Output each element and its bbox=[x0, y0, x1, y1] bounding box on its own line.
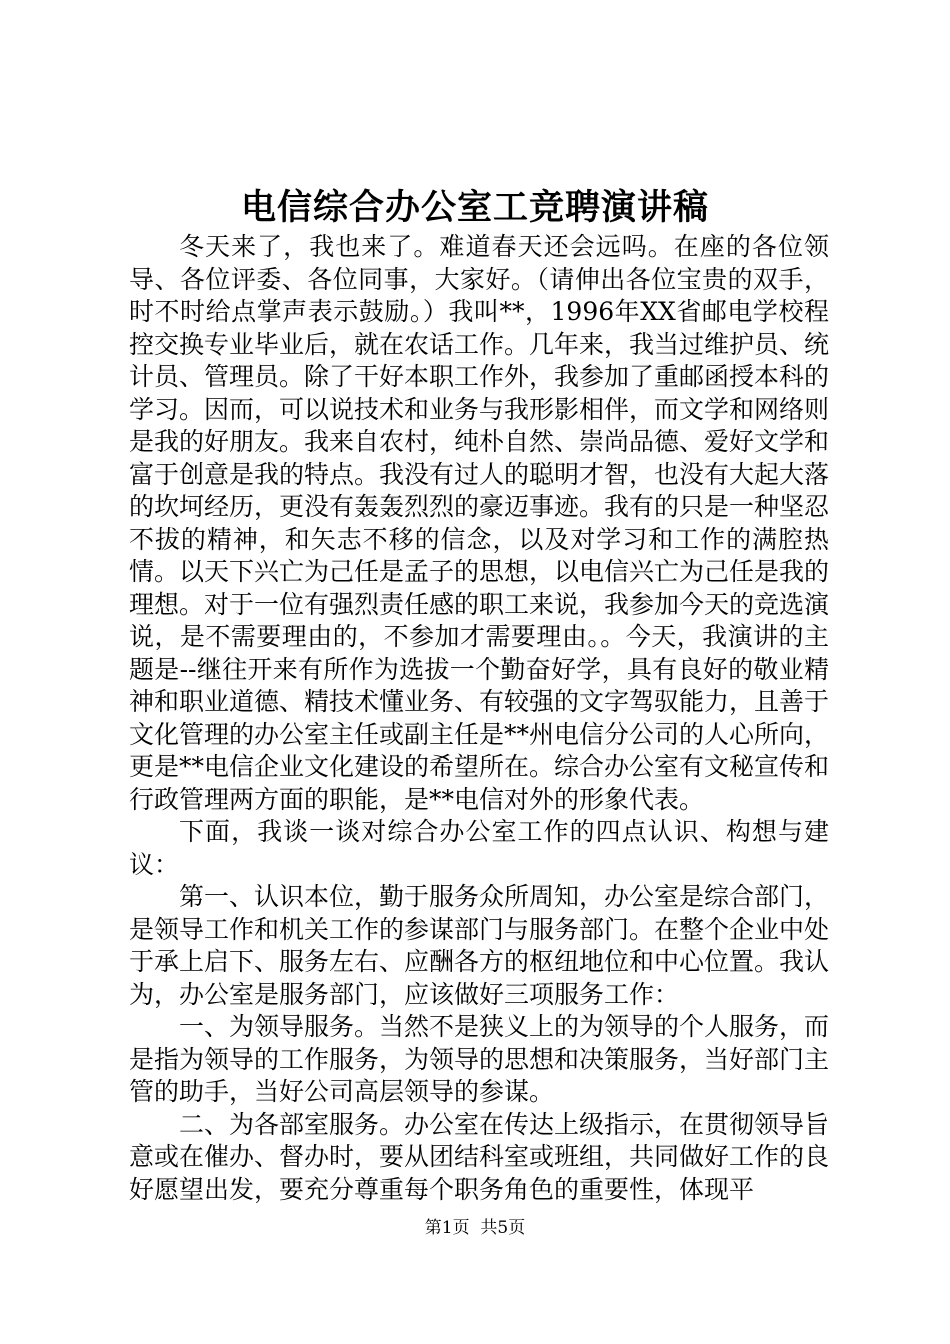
page-total: 共5页 bbox=[480, 1218, 526, 1238]
page-number: 第1页 bbox=[424, 1218, 470, 1238]
page-footer bbox=[0, 1216, 950, 1240]
paragraph: 第一、认识本位，勤于服务众所周知，办公室是综合部门，是领导工作和机关工作的参谋部门与服务部门。在整个企业中处于承上启下、服务左右、应酬各方的枢纽地位和中心位置。我认为，办公室是服务部门，应该做好三项服务工作： bbox=[129, 882, 830, 1009]
paragraph: 冬天来了，我也来了。难道春天还会远吗。在座的各位领导、各位评委、各位同事，大家好。（请伸出各位宝贵的双手，时不时给点掌声表示鼓励。）我叫**，1996年XX省邮电学校程控交换专业毕业后，就在农话工作。几年来，我当过维护员、统计员、管理员。除了干好本职工作外，我参加了重邮函授本科的学习。因而，可以说技术和业务与我形影相伴，而文学和网络则是我的好朋友。我来自农村，纯朴自然、崇尚品德、爱好文学和富于创意是我的特点。我没有过人的聪明才智，也没有大起大落的坎坷经历，更没有轰轰烈烈的豪迈事迹。我有的只是一种坚忍不拔的精神，和矢志不移的信念，以及对学习和工作的满腔热情。以天下兴亡为己任是孟子的思想，以电信兴亡为己任是我的理想。对于一位有强烈责任感的职工来说，我参加今天的竞选演说，是不需要理由的，不参加才需要理由。。今天，我演讲的主题是--继往开来有所作为选拔一个勤奋好学，具有良好的敬业精神和职业道德、精技术懂业务、有较强的文字驾驭能力，且善于文化管理的办公室主任或副主任是**州电信分公司的人心所向，更是**电信企业文化建设的希望所在。综合办公室有文秘宣传和行政管理两方面的职能，是**电信对外的形象代表。 bbox=[129, 232, 830, 814]
document-body bbox=[129, 231, 829, 1206]
paragraph: 一、为领导服务。当然不是狭义上的为领导的个人服务，而是指为领导的工作服务，为领导的思想和决策服务，当好部门主管的助手，当好公司高层领导的参谋。 bbox=[129, 1012, 830, 1106]
paragraph: 下面，我谈一谈对综合办公室工作的四点认识、构想与建议： bbox=[129, 817, 829, 879]
document-title: 电信综合办公室工竞聘演讲稿 bbox=[240, 187, 709, 228]
paragraph: 二、为各部室服务。办公室在传达上级指示，在贯彻领导旨意或在催办、督办时，要从团结科室或班组，共同做好工作的良好愿望出发，要充分尊重每个职务角色的重要性，体现平 bbox=[129, 1109, 830, 1204]
